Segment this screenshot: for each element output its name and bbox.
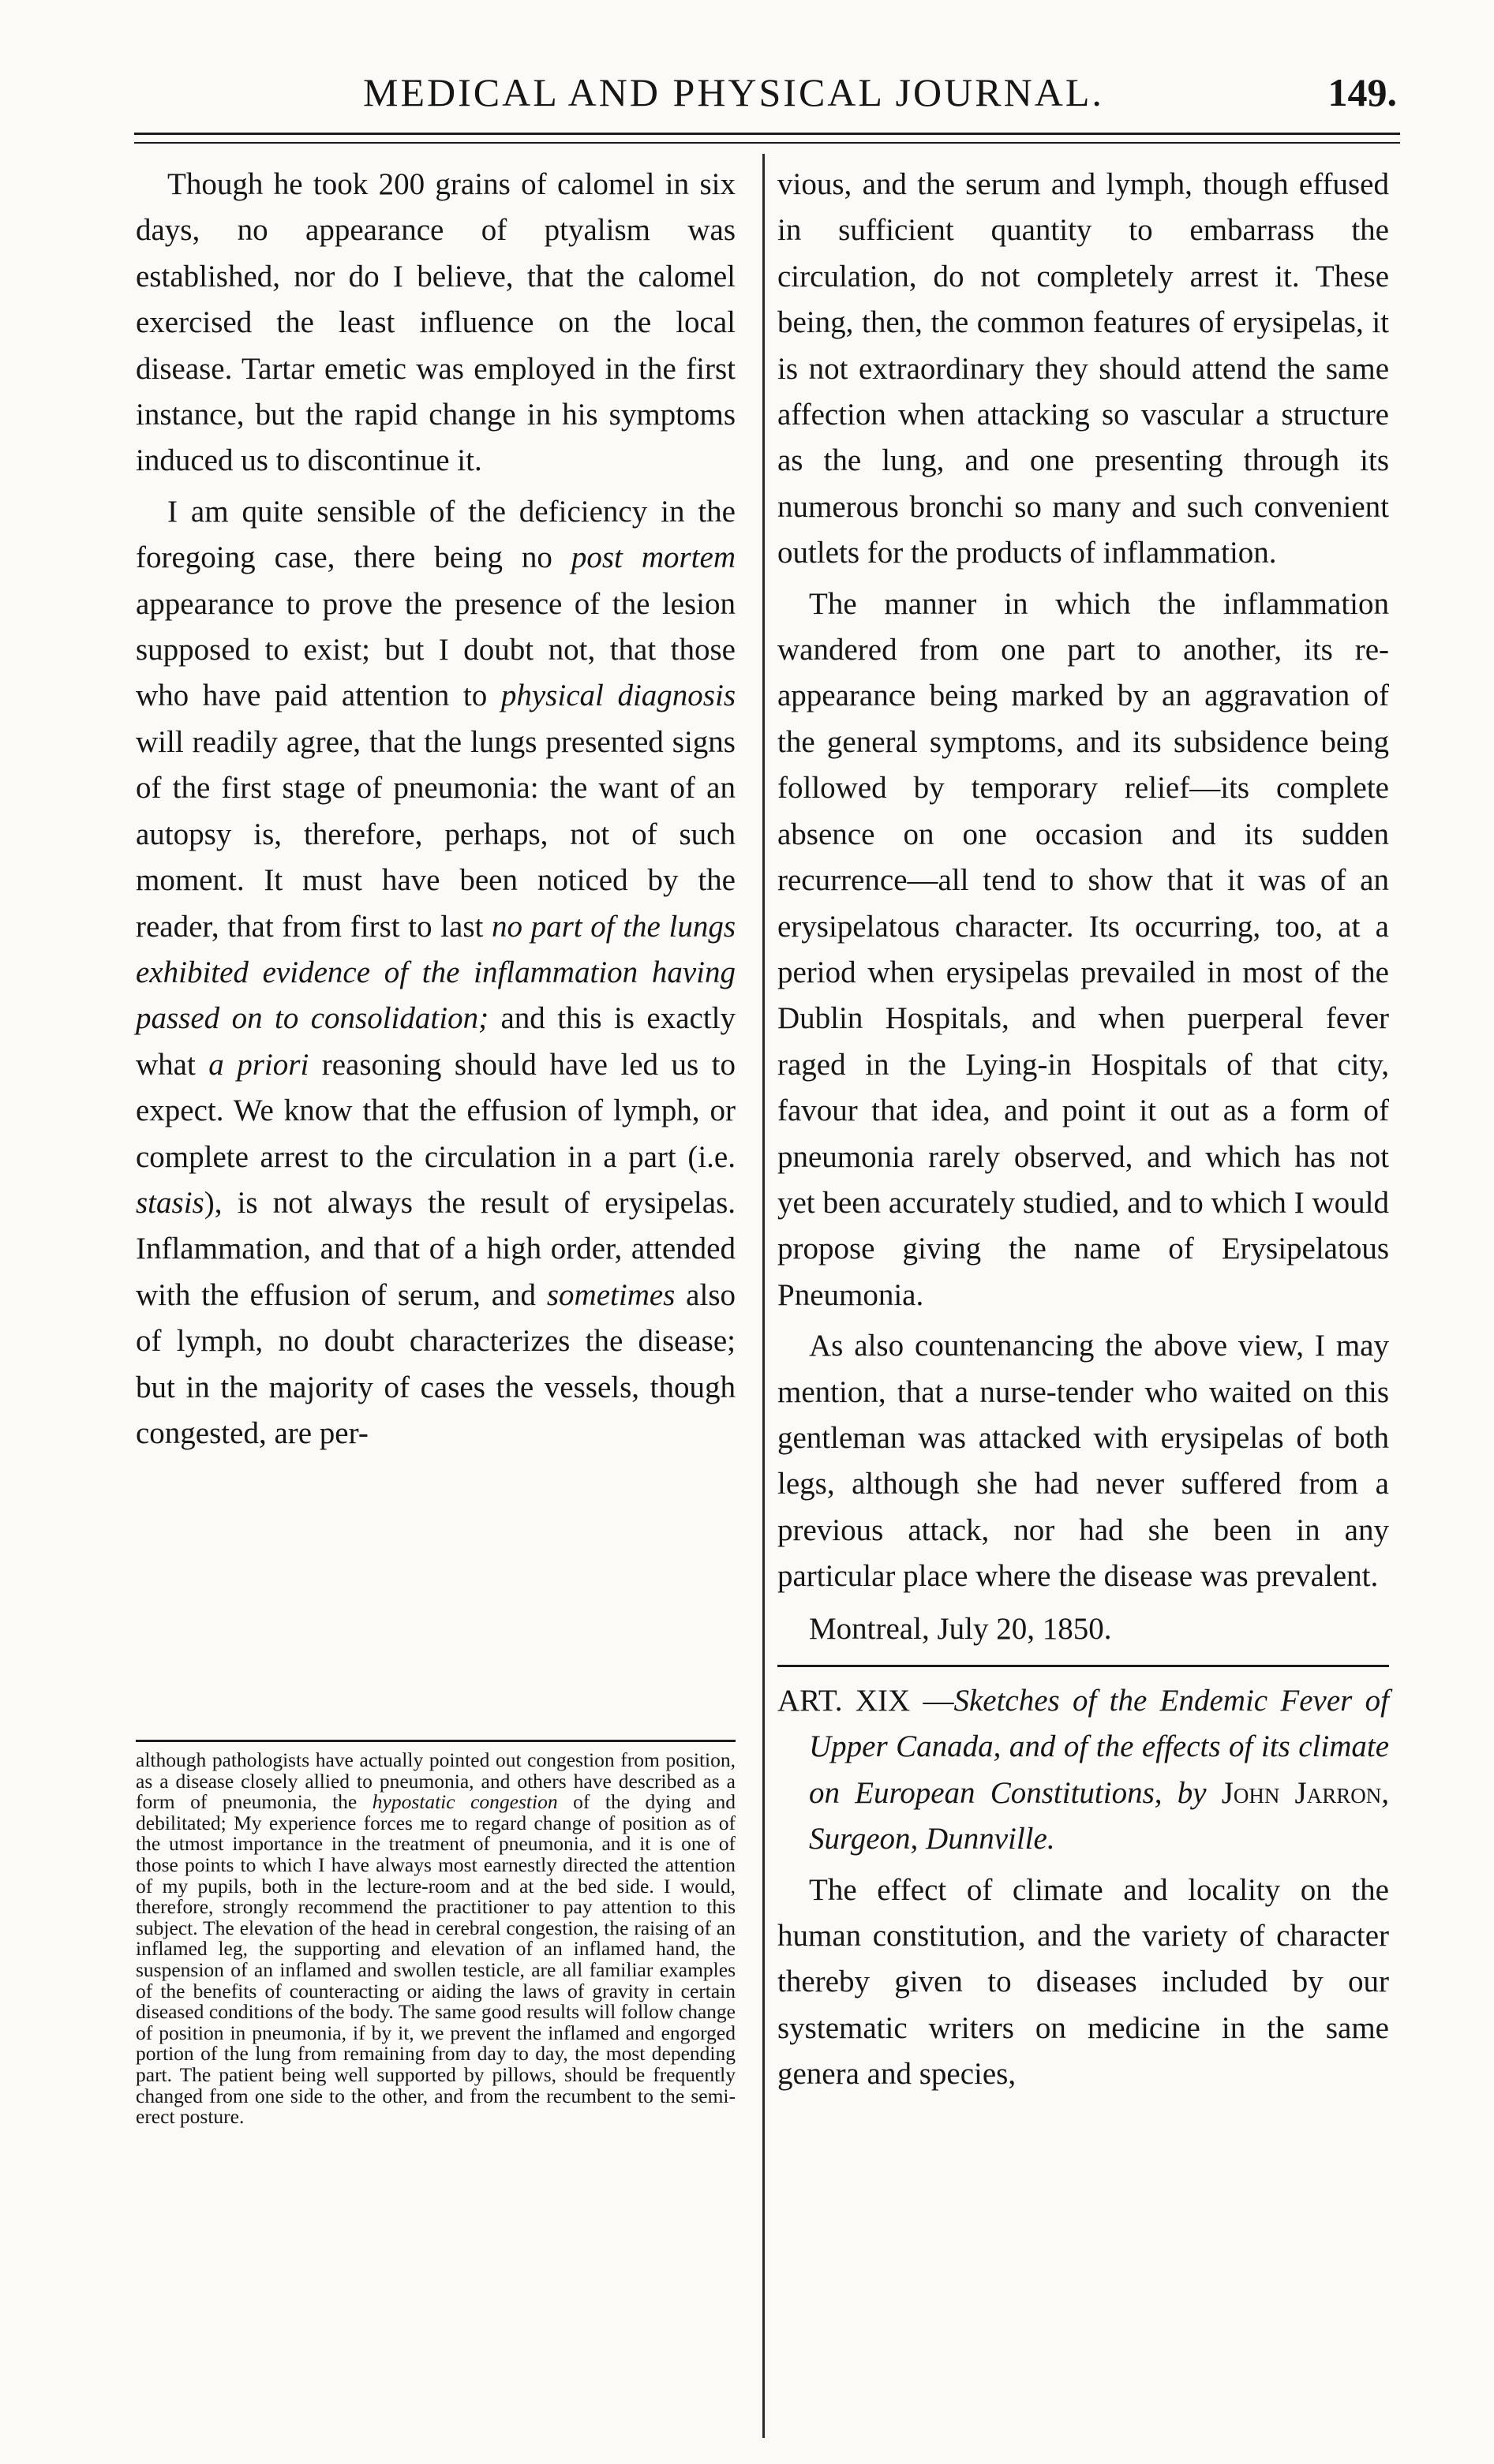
text-run: although pathologists have actually pointed out congestion from position, as a disease closely allied to pneumonia, and others have described as a form of pneumonia, the <box>136 1748 736 1814</box>
right-paragraph-3: As also countenancing the above view, I may mention, that a nurse-tender who waited on this gentleman was attacked with erysipelas of both legs, although she had never suffered from a previous attack, nor had she been in any particular place where the disease was prevalent. <box>777 1329 1389 1594</box>
text-run: will readily agree, that the lungs presented signs of the first stage of pneumonia: the want of an autopsy is, therefore, perhaps, not of such moment. It must have been noticed by the reader, that from first to last <box>136 724 736 944</box>
italic-run: physical diagnosis <box>500 679 736 713</box>
header-rule-double <box>134 142 1400 144</box>
article-heading <box>777 1678 1389 1863</box>
italic-run: hypostatic congestion <box>372 1790 558 1814</box>
italic-run: sometimes <box>546 1277 676 1312</box>
right-paragraph-4: The effect of climate and locality on the human constitution, and the variety of character thereby given to diseases included by our systematic writers on medicine in the same genera and species, <box>777 1872 1389 2092</box>
right-paragraph-2: The manner in which the inflammation wandered from one part to another, its re-appearance being marked by an aggravation of the general symptoms, and its subsidence being followed by temporary relief—its complete absence on one occasion and its sudden recurrence—all tend to show that it was of an erysipelatous character. Its occurring, too, at a period when erysipelas prevailed in most of the Dublin Hospitals, and when puerperal fever raged in the Lying-in Hospitals of that city, favour that idea, and point it out as a form of pneumonia rarely observed, and which has not yet been accurately studied, and to which I would propose giving the name of Erysipelatous Pneumonia. <box>777 586 1389 1312</box>
signature-line: Montreal, July 20, 1850. <box>809 1611 1112 1646</box>
article-rule <box>777 1665 1389 1667</box>
footnote <box>136 1750 736 2128</box>
text-run: of the dying and debilitated; My experience forces me to regard change of position as of the utmost importance in the treatment of pneumonia, and it is one of those points to which I have always most earnestly directed the attention of my pupils, both in the lecture-room and at the bed side. I would, therefore, strongly recommend the practitioner to pay attention to this subject. The elevation of the head in cerebral congestion, the raising of an inflamed leg, the supporting and elevation of an inflamed hand, the suspension of an inflamed and swollen testicle, are all familiar examples of the benefits of counteracting or aiding the laws of gravity in certain diseased conditions of the body. The same good results will follow change of position in pneumonia, if by it, we prevent the inflamed and engorged portion of the lung from remaining from day to day, the most depending part. The patient being well supported by pillows, should be frequently changed from one side to the other, and from the recumbent to the semi-erect posture. <box>136 1790 736 2129</box>
italic-run: no part of the lungs exhibited evidence of the inflammation having passed on to consolidation; <box>136 909 736 1036</box>
right-column <box>777 162 1389 2103</box>
left-paragraph-1: Though he took 200 grains of calomel in six days, no appearance of ptyalism was established, nor do I believe, that the calomel exercised the least influence on the local disease. Tartar emetic was employed in the first instance, but the rapid change in his symptoms induced us to discontinue it. <box>136 167 736 478</box>
column-divider <box>762 154 765 2438</box>
running-head <box>134 69 1397 126</box>
footnote-rule <box>136 1740 736 1742</box>
header-rule <box>134 133 1400 135</box>
text-run: also of lymph, no doubt characterizes the disease; but in the majority of cases the vessels, though congested, are per- <box>136 1277 736 1450</box>
italic-run: stasis <box>136 1185 204 1220</box>
page-number: 149. <box>1327 70 1397 114</box>
article-author: John Jarron <box>1221 1775 1382 1810</box>
text-run: appearance to prove the presence of the lesion supposed to exist; but I doubt not, that those who have paid attention to <box>136 586 736 713</box>
article-title: Sketches of the Endemic Fever of Upper Canada, and of the effects of its climate on European Constitutions, by <box>809 1684 1389 1810</box>
left-column <box>136 162 736 1461</box>
italic-run: post mortem <box>571 540 736 575</box>
article-author-role: , Surgeon, Dunnville. <box>809 1775 1389 1856</box>
italic-run: a priori <box>208 1047 309 1082</box>
journal-title: MEDICAL AND PHYSICAL JOURNAL. <box>363 70 1104 114</box>
text-run: reasoning should have led us to expect. We know that the effusion of lymph, or complete arrest to the circulation in a part (i.e. <box>136 1047 736 1174</box>
text-run: and this is exactly what <box>136 1001 736 1082</box>
article-label: ART. XIX — <box>777 1684 954 1718</box>
text-run: I am quite sensible of the deficiency in the foregoing case, there being no <box>136 494 736 575</box>
left-paragraph-2 <box>136 489 736 1457</box>
text-run: ), is not always the result of erysipelas. Inflammation, and that of a high order, attended with the effusion of serum, and <box>136 1185 736 1312</box>
right-paragraph-1: vious, and the serum and lymph, though effused in sufficient quantity to embarrass the circulation, do not completely arrest it. These being, then, the common features of erysipelas, it is not extraordinary they should attend the same affection when attacking so vascular a structure as the lung, and one presenting through its numerous bronchi so many and such convenient outlets for the products of inflammation. <box>777 167 1389 570</box>
